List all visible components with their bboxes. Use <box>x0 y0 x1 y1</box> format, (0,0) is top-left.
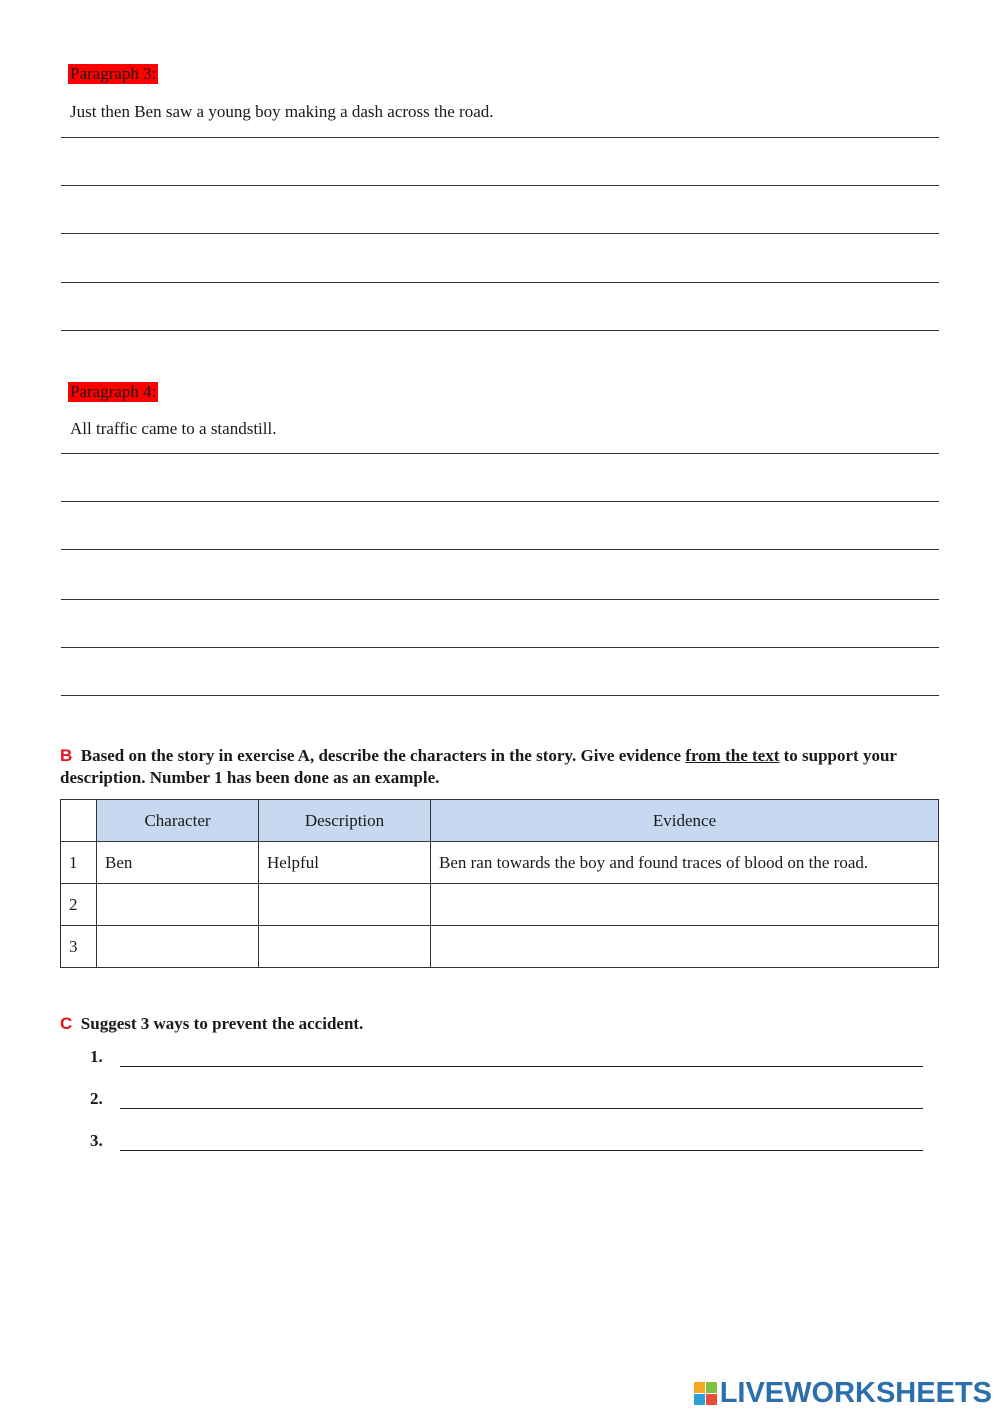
paragraph-3-label: Paragraph 3: <box>70 64 157 83</box>
answer-line[interactable] <box>61 453 939 454</box>
answer-line[interactable] <box>61 549 939 550</box>
answer-line[interactable] <box>61 233 939 234</box>
paragraph-3-prompt: Just then Ben saw a young boy making a dash across the road. <box>70 102 494 121</box>
answer-line[interactable] <box>61 185 939 186</box>
answer-line-3[interactable] <box>120 1150 923 1151</box>
evidence-cell[interactable] <box>431 926 939 968</box>
row-number: 3 <box>61 926 97 968</box>
description-cell[interactable] <box>259 926 431 968</box>
header-evidence: Evidence <box>431 800 939 842</box>
table-row <box>61 884 939 926</box>
answer-line[interactable] <box>61 137 939 138</box>
answer-line[interactable] <box>61 695 939 696</box>
item-number-3: 3. <box>90 1131 103 1150</box>
answer-line-2[interactable] <box>120 1108 923 1109</box>
character-cell: Ben <box>97 842 259 884</box>
underlined-phrase: from the text <box>685 746 780 765</box>
character-cell[interactable] <box>97 926 259 968</box>
table-header-row <box>61 800 939 842</box>
row-number: 1 <box>61 842 97 884</box>
header-description: Description <box>259 800 431 842</box>
logo-square <box>706 1382 717 1393</box>
description-cell[interactable] <box>259 884 431 926</box>
logo-square <box>694 1382 705 1393</box>
item-number-1: 1. <box>90 1047 103 1066</box>
paragraph-4-label: Paragraph 4: <box>70 382 157 401</box>
answer-line[interactable] <box>61 330 939 331</box>
section-b-letter: B <box>60 746 73 765</box>
description-cell: Helpful <box>259 842 431 884</box>
answer-line[interactable] <box>61 647 939 648</box>
table-row <box>61 926 939 968</box>
answer-line-1[interactable] <box>120 1066 923 1067</box>
logo-square <box>706 1394 717 1405</box>
answer-line[interactable] <box>61 282 939 283</box>
item-number-2: 2. <box>90 1089 103 1108</box>
liveworksheets-logo <box>694 1375 992 1411</box>
character-table <box>60 799 939 968</box>
logo-text: LIVEWORKSHEETS <box>719 1376 992 1409</box>
logo-mark-icon <box>694 1382 717 1405</box>
header-character: Character <box>97 800 259 842</box>
section-c-letter: C <box>60 1014 73 1033</box>
paragraph-4-prompt: All traffic came to a standstill. <box>70 419 277 438</box>
header-number-cell <box>61 800 97 842</box>
section-c-instruction: C Suggest 3 ways to prevent the accident. <box>60 1014 364 1033</box>
table-row <box>61 842 939 884</box>
row-number: 2 <box>61 884 97 926</box>
logo-square <box>694 1394 705 1405</box>
answer-line[interactable] <box>61 501 939 502</box>
character-cell[interactable] <box>97 884 259 926</box>
answer-line[interactable] <box>61 599 939 600</box>
section-b-instruction: B Based on the story in exercise A, describe the characters in the story. Give evidence from the text to support your description. Number 1 has been done as an example. <box>60 746 897 787</box>
evidence-cell: Ben ran towards the boy and found traces of blood on the road. <box>431 842 939 884</box>
evidence-cell[interactable] <box>431 884 939 926</box>
